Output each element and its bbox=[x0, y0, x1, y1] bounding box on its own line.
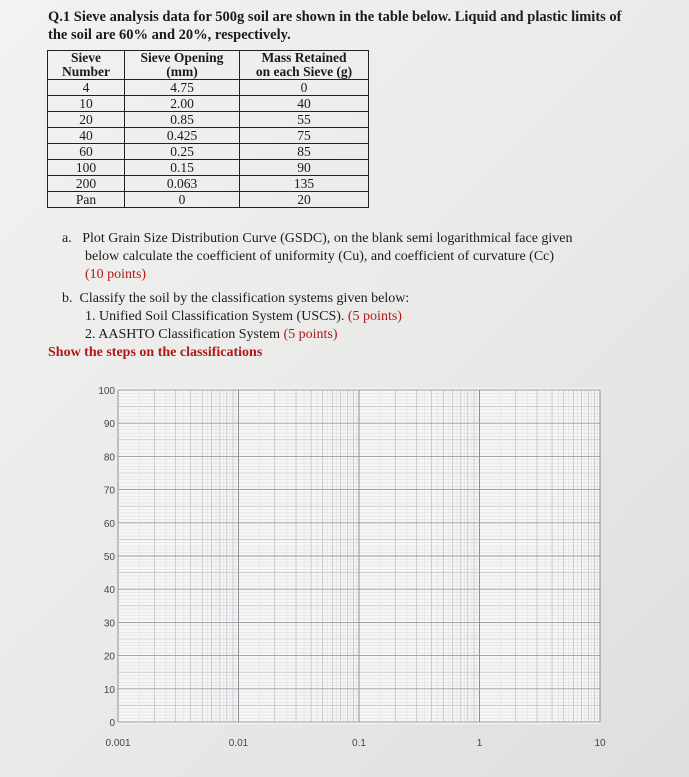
table-cell-mass: 90 bbox=[240, 160, 369, 176]
col-header-sieve-number: Sieve Number bbox=[48, 51, 125, 80]
question-title-line2: the soil are 60% and 20%, respectively. bbox=[48, 27, 291, 43]
col-header-sieve-opening: Sieve Opening (mm) bbox=[125, 51, 240, 80]
table-cell-opening: 0.25 bbox=[125, 144, 240, 160]
y-tick-label: 100 bbox=[98, 386, 115, 397]
question-title-line1: Q.1 Sieve analysis data for 500g soil are shown in the table below. Liquid and plastic limits of bbox=[48, 9, 622, 25]
part-b-line1: Classify the soil by the classification systems given below: bbox=[79, 291, 410, 306]
y-tick-label: 60 bbox=[103, 518, 115, 530]
table-cell-sieve: 60 bbox=[48, 144, 125, 160]
table-cell-opening: 4.75 bbox=[125, 80, 240, 96]
table-cell-opening: 2.00 bbox=[125, 96, 240, 112]
y-tick-label: 70 bbox=[103, 485, 115, 497]
part-a-line1: Plot Grain Size Distribution Curve (GSDC), on the blank semi logarithmical face given bbox=[82, 231, 573, 246]
table-cell-mass: 20 bbox=[240, 192, 369, 208]
col-header-mass-retained: Mass Retained on each Sieve (g) bbox=[240, 51, 369, 80]
table-cell-mass: 85 bbox=[240, 144, 369, 160]
table-cell-opening: 0 bbox=[125, 192, 240, 208]
table-cell-sieve: 10 bbox=[48, 96, 125, 112]
table-cell-mass: 75 bbox=[240, 128, 369, 144]
table-cell-opening: 0.85 bbox=[125, 112, 240, 128]
table-cell-mass: 55 bbox=[240, 112, 369, 128]
y-tick-label: 50 bbox=[103, 552, 115, 563]
table-cell-opening: 0.15 bbox=[125, 160, 240, 176]
part-b-item2: 2. AASHTO Classification System (5 points) bbox=[85, 327, 338, 342]
table-cell-opening: 0.063 bbox=[125, 176, 240, 192]
table-cell-sieve: 100 bbox=[48, 160, 125, 176]
part-a-line2: below calculate the coefficient of uniformity (Cu), and coefficient of curvature (Cc) bbox=[85, 249, 555, 264]
table-cell-mass: 0 bbox=[240, 80, 369, 96]
table-cell-sieve: Pan bbox=[48, 192, 125, 208]
y-tick-label: 80 bbox=[103, 452, 115, 464]
y-tick-label: 30 bbox=[103, 618, 115, 630]
x-tick-label: 1 bbox=[476, 738, 483, 749]
y-tick-label: 0 bbox=[109, 718, 115, 729]
table-cell-sieve: 40 bbox=[48, 128, 125, 144]
y-tick-label: 40 bbox=[103, 585, 115, 597]
table-cell-mass: 135 bbox=[240, 176, 369, 192]
y-tick-label: 10 bbox=[103, 684, 115, 696]
x-tick-label: 0.001 bbox=[105, 738, 131, 749]
table-cell-mass: 40 bbox=[240, 96, 369, 112]
part-b-marker: b. bbox=[62, 291, 73, 306]
table-cell-sieve: 200 bbox=[48, 176, 125, 192]
x-tick-labels bbox=[105, 738, 606, 749]
part-a-marker: a. bbox=[62, 231, 72, 246]
table-cell-opening: 0.425 bbox=[125, 128, 240, 144]
show-steps-note: Show the steps on the classifications bbox=[48, 345, 263, 360]
y-tick-labels bbox=[98, 386, 115, 729]
part-b-item1: 1. Unified Soil Classification System (USCS). (5 points) bbox=[85, 309, 402, 324]
x-tick-label: 0.01 bbox=[228, 738, 249, 749]
y-tick-label: 20 bbox=[103, 651, 115, 663]
part-a-points: (10 points) bbox=[85, 267, 147, 282]
x-tick-label: 10 bbox=[594, 738, 606, 749]
x-tick-label: 0.1 bbox=[352, 738, 366, 749]
y-tick-label: 90 bbox=[103, 419, 115, 431]
table-cell-sieve: 4 bbox=[48, 80, 125, 96]
table-cell-sieve: 20 bbox=[48, 112, 125, 128]
